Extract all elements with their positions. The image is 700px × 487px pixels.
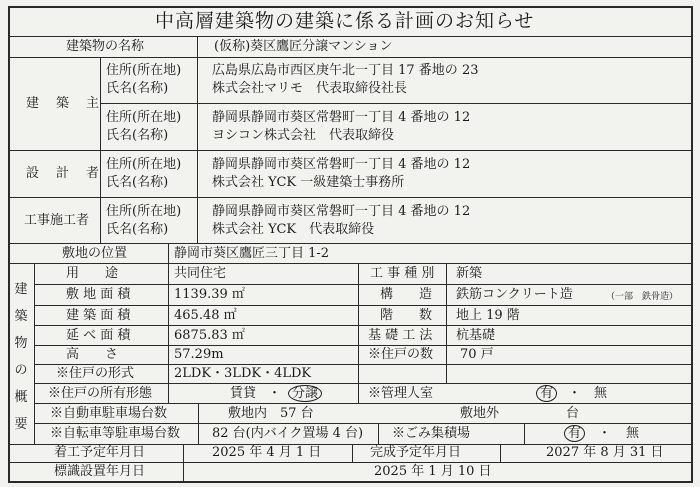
structure-note: （一部 鉄骨造）	[606, 292, 679, 302]
ownership-sale	[288, 385, 322, 402]
sign-date-value: 2025 年 1 月 10 日	[374, 464, 492, 479]
designer-label: 設 計 者	[26, 166, 102, 181]
divider	[100, 57, 101, 244]
overview-label-char: 概	[14, 390, 28, 405]
garbage-yes-circled: 有	[564, 425, 585, 442]
ownership-rent: 賃貸	[230, 386, 257, 401]
site-value: 静岡市葵区鷹匠三丁目 1-2	[174, 246, 330, 261]
overview-label-char: 建	[14, 282, 28, 297]
car-parking-onsite: 敷地内 57 台	[228, 406, 314, 421]
end-date-label: 完成予定年月日	[370, 445, 462, 460]
owner-address-2: 静岡県静岡市葵区常磐町一丁目 4 番地の 12	[212, 110, 471, 125]
floors-value: 地上 19 階	[456, 308, 520, 323]
divider	[8, 36, 692, 37]
owner-label: 建 築 主	[26, 96, 102, 111]
divider	[446, 263, 447, 383]
height-value: 57.29m	[174, 347, 224, 362]
designer-address: 静岡県静岡市葵区常磐町一丁目 4 番地の 12	[212, 157, 471, 172]
divider	[100, 103, 692, 104]
owner-name-label: 氏名(名称)	[106, 81, 169, 96]
manager-label: ※管理人室	[368, 386, 434, 401]
units-label: ※住戸の数	[368, 347, 434, 362]
divider	[34, 325, 692, 326]
divider	[34, 305, 692, 306]
overview-label-char: 要	[14, 417, 28, 432]
contractor-name: 株式会社 YCK 代表取締役	[212, 222, 375, 237]
garbage-yes	[564, 425, 585, 442]
end-date-value: 2027 年 8 月 31 日	[546, 445, 664, 460]
overview-label-char: の	[14, 363, 28, 378]
divider	[378, 423, 379, 444]
car-parking-offsite-unit: 台	[566, 406, 580, 421]
garbage-label: ※ごみ集積場	[392, 426, 471, 441]
owner-name-2: ヨシコン株式会社 代表取締役	[212, 128, 395, 143]
designer-name-label: 氏名(名称)	[106, 175, 169, 190]
overview-label-char: 築	[14, 309, 28, 324]
divider	[183, 444, 184, 482]
designer-name: 株式会社 YCK 一級建築士事務所	[212, 175, 405, 190]
building-area-label: 建 築 面 積	[66, 308, 131, 323]
contractor-label: 工事施工者	[24, 213, 90, 228]
car-parking-label: ※自動車駐車場台数	[50, 406, 168, 421]
use-label: 用 途	[66, 266, 119, 281]
floor-area-label: 延 べ 面 積	[66, 328, 131, 343]
divider	[8, 243, 692, 244]
foundation-label: 基 礎 工 法	[368, 328, 433, 343]
divider	[358, 263, 359, 403]
divider	[34, 383, 692, 384]
car-parking-offsite: 敷地外	[460, 406, 500, 421]
structure-label: 構 造	[380, 287, 433, 302]
divider	[198, 403, 199, 444]
unit-type-value: 2LDK・3LDK・4LDK	[174, 366, 312, 381]
bike-parking-value: 82 台(内バイク置場 4 台)	[212, 426, 364, 441]
ownership-label: ※住戸の所有形態	[48, 386, 153, 401]
divider	[168, 243, 169, 404]
owner-address-label: 住所(所在地)	[106, 63, 182, 78]
divider	[34, 423, 692, 424]
owner-name-label: 氏名(名称)	[106, 128, 169, 143]
divider	[8, 150, 692, 151]
garbage-sep: ・	[598, 426, 612, 441]
divider	[8, 462, 692, 463]
floor-area-value: 6875.83 ㎡	[174, 328, 245, 343]
manager-yes	[536, 385, 557, 402]
divider	[34, 364, 692, 365]
bike-parking-label: ※自転車等駐車場台数	[50, 426, 181, 441]
owner-address-label: 住所(所在地)	[106, 110, 182, 125]
start-date-label: 着工予定年月日	[54, 445, 146, 460]
divider	[8, 57, 692, 58]
divider	[524, 423, 525, 444]
building-name-label: 建築物の名称	[66, 39, 145, 54]
floors-label: 階 数	[380, 308, 433, 323]
manager-no: 無	[594, 386, 608, 401]
contractor-address: 静岡県静岡市葵区常磐町一丁目 4 番地の 12	[212, 204, 471, 219]
manager-sep: ・	[568, 386, 582, 401]
height-label: 高 さ	[66, 347, 119, 362]
border-top	[8, 6, 692, 8]
contractor-address-label: 住所(所在地)	[106, 204, 182, 219]
garbage-no: 無	[626, 426, 640, 441]
designer-address-label: 住所(所在地)	[106, 157, 182, 172]
foundation-value: 杭基礎	[456, 328, 496, 343]
ownership-sale-circled: 分譲	[288, 385, 322, 402]
manager-yes-circled: 有	[536, 385, 557, 402]
divider	[34, 403, 692, 404]
use-value: 共同住宅	[174, 266, 227, 281]
divider	[8, 263, 692, 264]
work-type-label: 工 事 種 別	[370, 266, 435, 281]
divider	[8, 197, 692, 198]
divider	[197, 36, 198, 244]
ownership-sep: ・	[268, 386, 282, 401]
site-area-value: 1139.39 ㎡	[174, 287, 245, 302]
site-label: 敷地の位置	[62, 246, 128, 261]
border-left	[8, 6, 10, 483]
unit-type-label: ※住戸の形式	[56, 366, 135, 381]
units-value: 70 戸	[460, 347, 494, 362]
building-name-value: (仮称)葵区鷹匠分譲マンション	[214, 39, 393, 54]
start-date-value: 2025 年 4 月 1 日	[212, 445, 322, 460]
owner-name-1: 株式会社マリモ 代表取締役社長	[212, 81, 408, 96]
border-right	[691, 6, 693, 483]
site-area-label: 敷 地 面 積	[66, 287, 131, 302]
sign-date-label: 標識設置年月日	[54, 464, 146, 479]
structure-value: 鉄筋コンクリート造	[456, 287, 573, 302]
divider	[34, 284, 692, 285]
border-bottom	[8, 481, 692, 483]
overview-label-char: 物	[14, 336, 28, 351]
building-area-value: 465.48 ㎡	[174, 308, 237, 323]
work-type-value: 新築	[456, 266, 483, 281]
divider	[34, 345, 692, 346]
divider	[500, 444, 501, 462]
divider	[352, 444, 353, 462]
contractor-name-label: 氏名(名称)	[106, 222, 169, 237]
page-title: 中高層建築物の建築に係る計画のお知らせ	[155, 10, 535, 32]
owner-address-1: 広島県広島市西区庚午北一丁目 17 番地の 23	[212, 63, 479, 78]
divider	[34, 263, 35, 444]
